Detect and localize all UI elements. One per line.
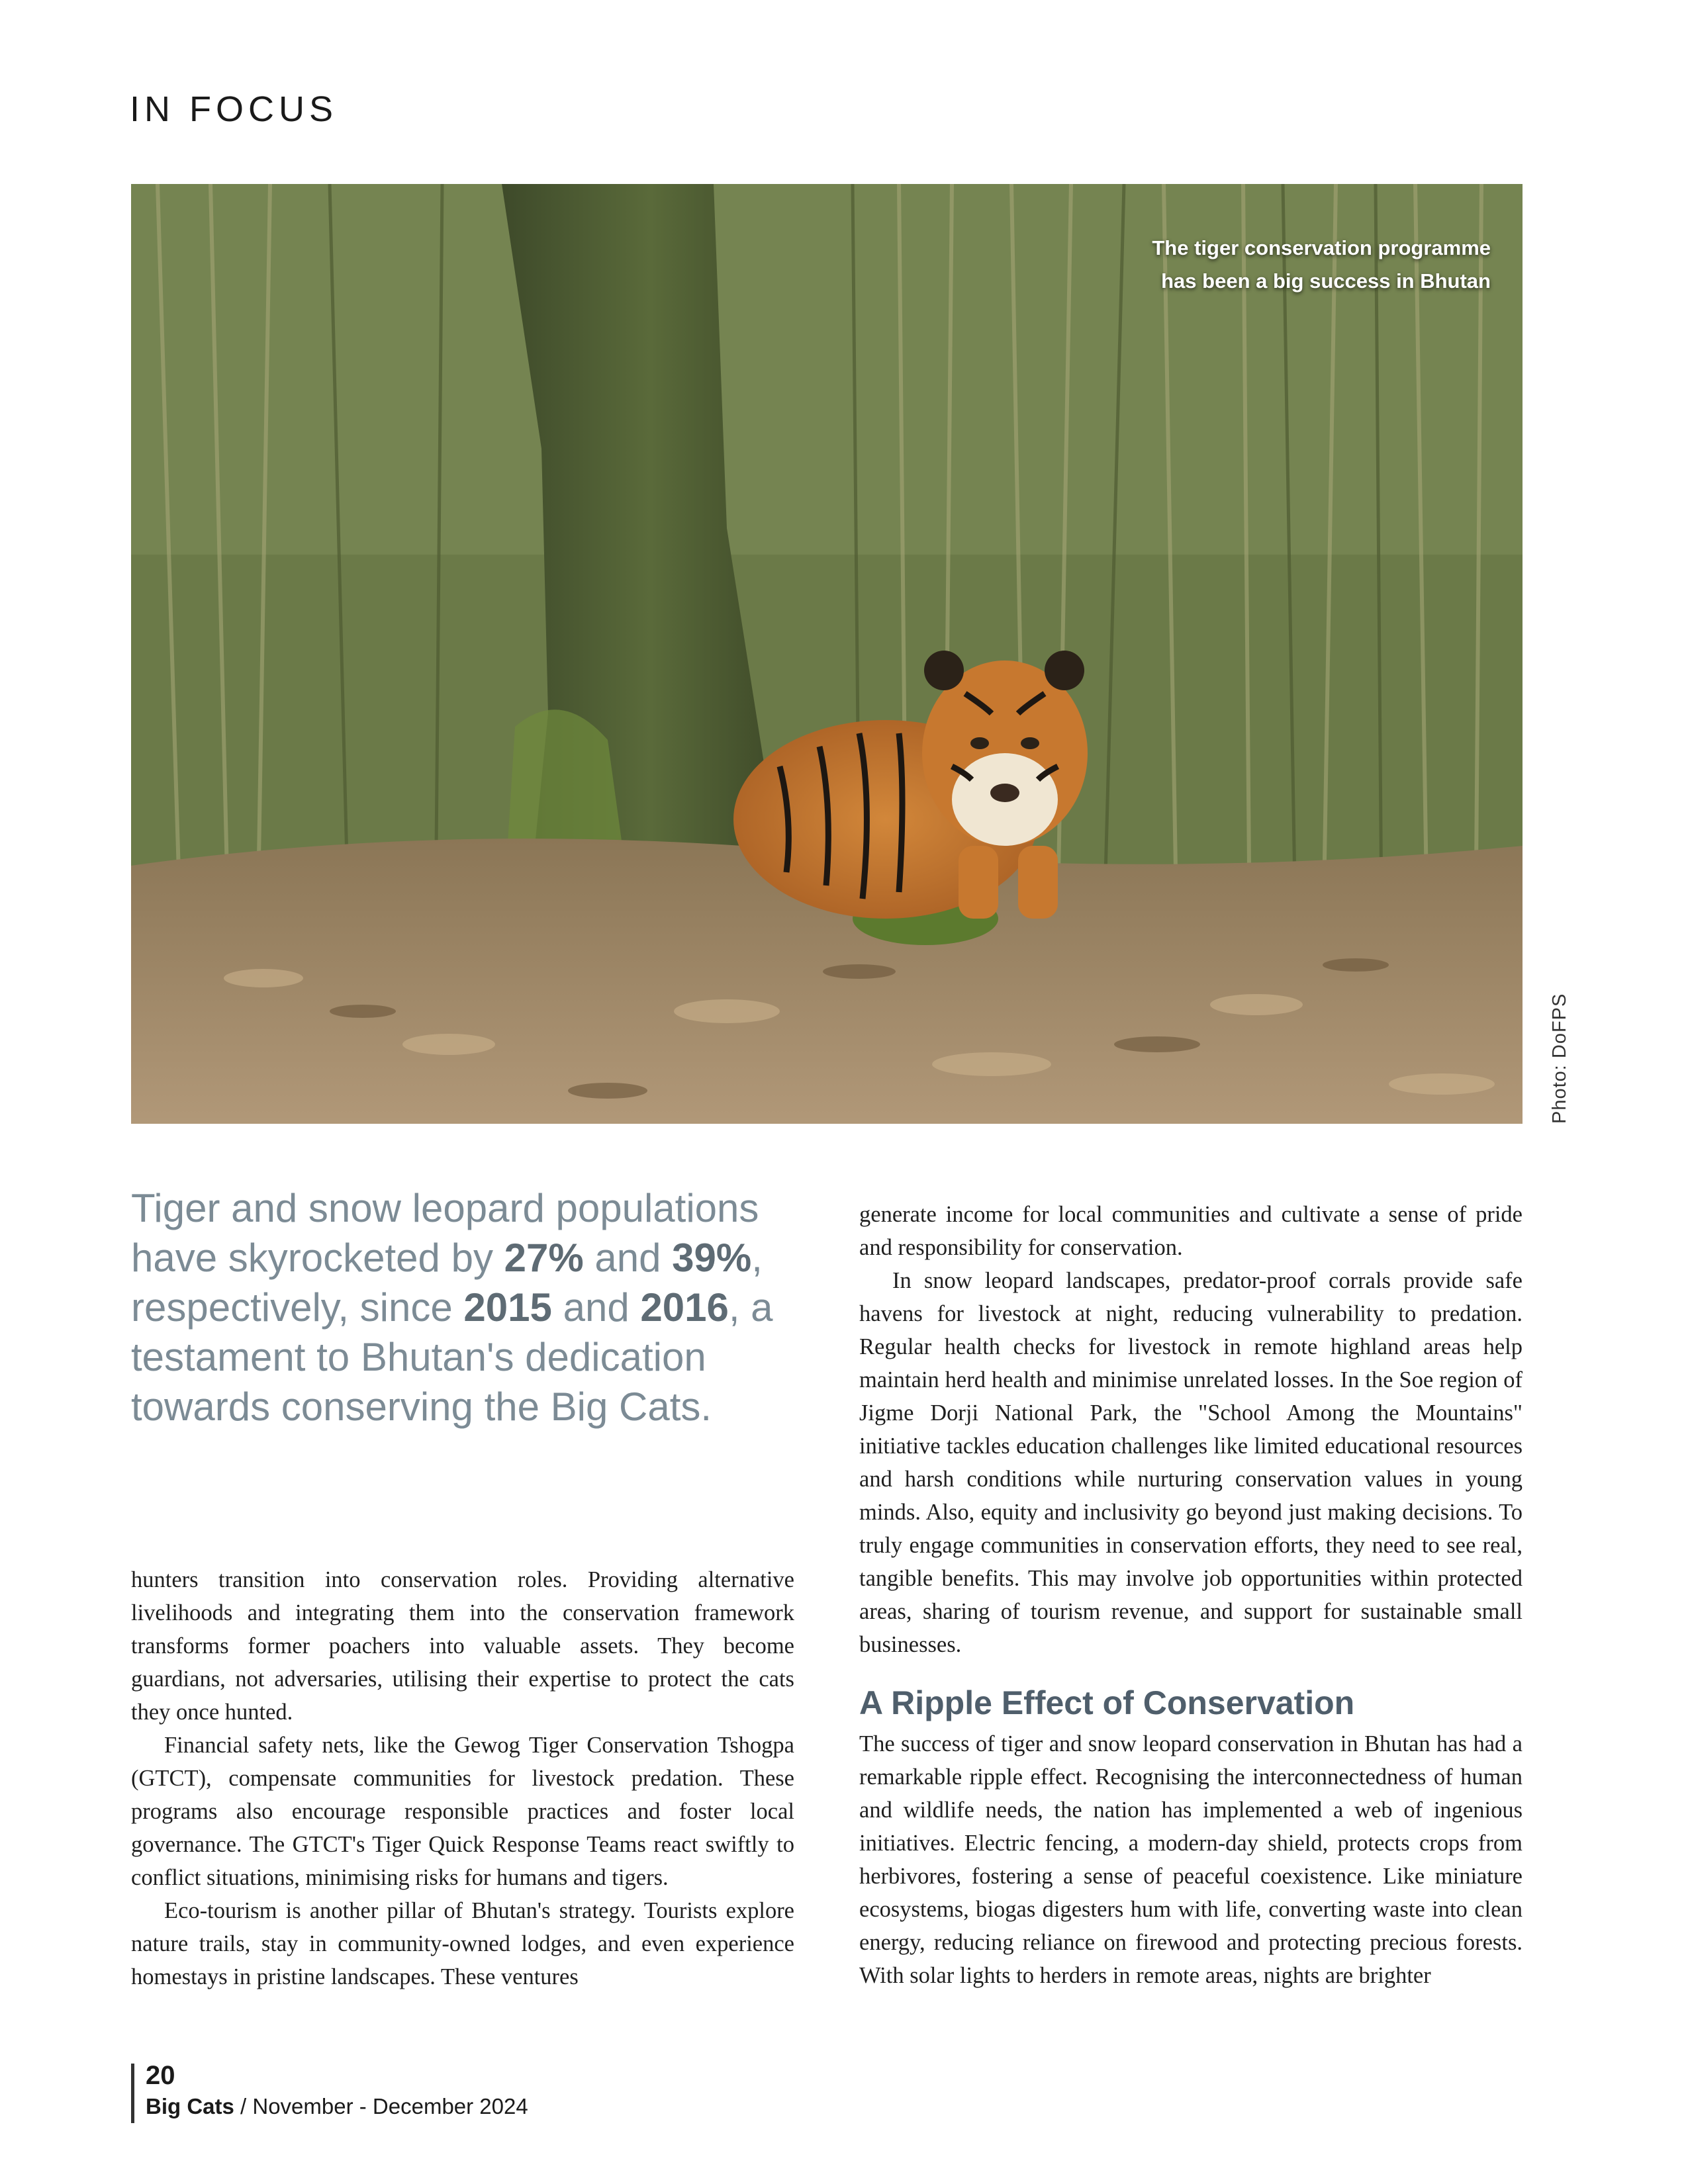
left-column (131, 1563, 794, 1993)
body-paragraph: Financial safety nets, like the Gewog Tiger Conservation Tshogpa (GTCT), compensate communities for livestock predation. These programs also encourage responsible practices and foster local governance. The GTCT's Tiger Quick Response Teams react swiftly to conflict situations, minimising risks for humans and tigers. (131, 1733, 794, 1890)
section-heading: A Ripple Effect of Conservation (859, 1684, 1355, 1721)
right-column (859, 1198, 1523, 1661)
tiger-photo (131, 184, 1523, 1124)
photo-credit: Photo: DoFPS (1549, 993, 1570, 1124)
body-paragraph: In snow leopard landscapes, predator-proof corrals provide safe havens for livestock at night, reducing vulnerability to predation. Regular health checks for livestock in remote highland areas help maintain herd health and minimise unrelated losses. In the Soe region of Jigme Dorji National Park, the "School Among the Mountains" initiative tackles education challenges like limited educational resources and harsh conditions while nurturing conservation values in young minds. Also, equity and inclusivity go beyond just making decisions. To truly engage communities in conservation efforts, they need to see real, tangible benefits. This may involve job opportunities within protected areas, sharing of tourism revenue, and support for sustainable small businesses. (859, 1268, 1523, 1657)
body-paragraph: generate income for local communities and cultivate a sense of pride and responsibility for conservation. (859, 1202, 1523, 1260)
photo-caption: The tiger conservation programme has been a big success in Bhutan (1152, 236, 1491, 293)
section-label: IN FOCUS (130, 89, 338, 129)
pull-quote: Tiger and snow leopard populations have skyrocketed by 27% and 39%, respectively, since 2015 and 2016, a testament to Bhutan's dedication towards conserving the Big Cats. (131, 1186, 773, 1429)
ripple-section (859, 1727, 1523, 1992)
issue-date: / November - December 2024 (234, 2094, 528, 2118)
body-paragraph: The success of tiger and snow leopard conservation in Bhutan has had a remarkable ripple effect. Recognising the interconnectedness of human and wildlife needs, the nation has implemented a web of ingenious initiatives. Electric fencing, a modern-day shield, protects crops from herbivores, fostering a sense of peaceful coexistence. Like miniature ecosystems, biogas digesters hum with life, converting waste into clean energy, reducing reliance on firewood and protecting precious forests. With solar lights to herders in remote areas, nights are brighter (859, 1731, 1523, 1988)
body-paragraph: hunters transition into conservation roles. Providing alternative livelihoods and integrating them into the conservation framework transforms former poachers into valuable assets. They become guardians, not adversaries, utilising their expertise to protect the cats they once hunted. (131, 1567, 794, 1725)
body-paragraph: Eco-tourism is another pillar of Bhutan's strategy. Tourists explore nature trails, stay in community-owned lodges, and even experience homestays in pristine landscapes. These ventures (131, 1898, 794, 1989)
publication-line (146, 2094, 528, 2119)
magazine-name: Big Cats (146, 2094, 234, 2118)
page-number: 20 (146, 2061, 175, 2090)
tiger-forest-illustration (131, 184, 1523, 1124)
footer-rule (131, 2064, 134, 2123)
